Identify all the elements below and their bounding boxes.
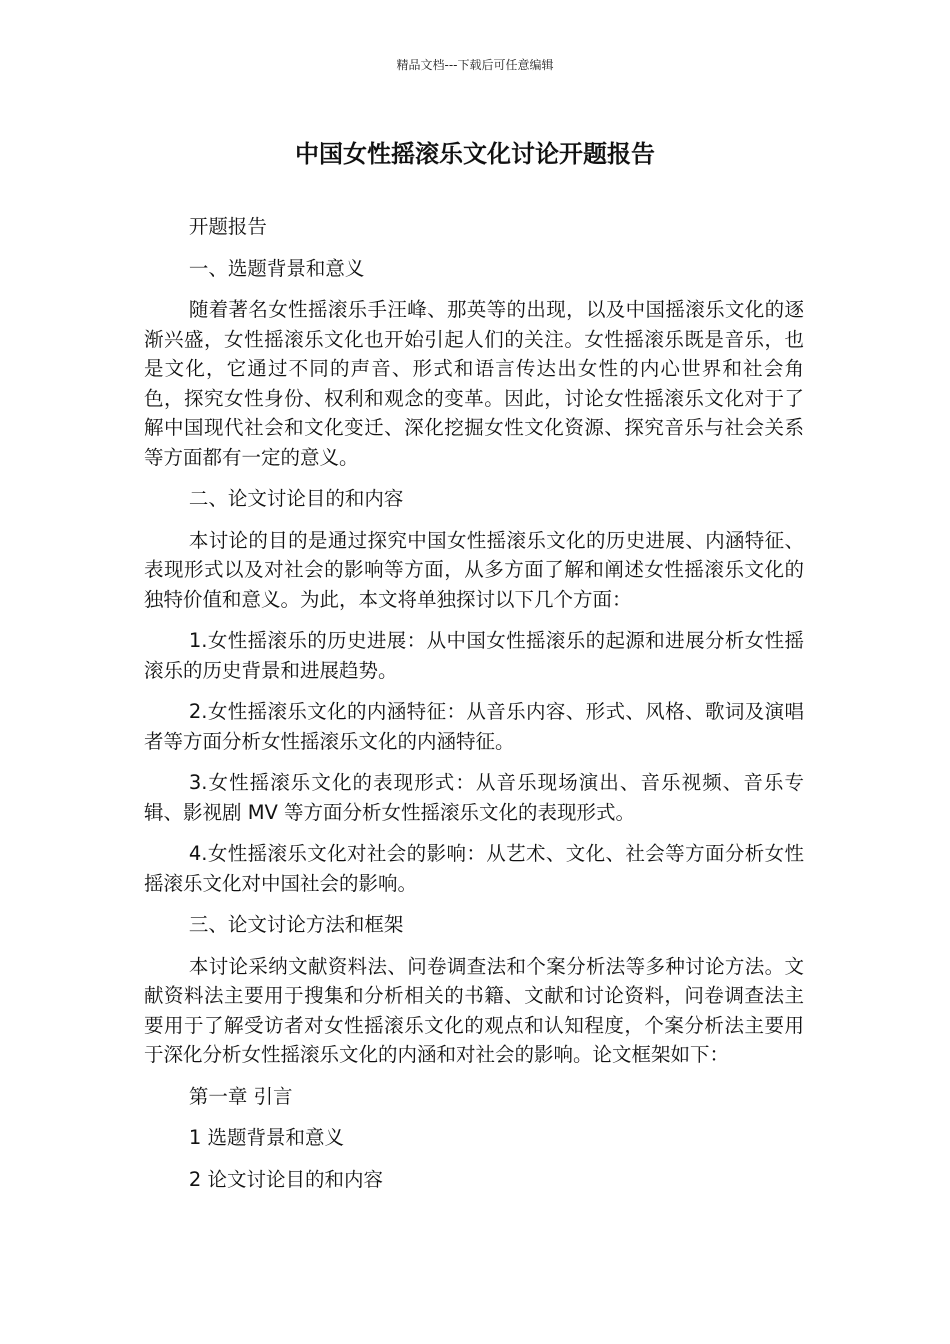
- paragraph-background: 随着著名女性摇滚乐手汪峰、那英等的出现，以及中国摇滚乐文化的逐渐兴盛，女性摇滚乐文化也开始引起人们的关注。女性摇滚乐既是音乐，也是文化，它通过不同的声音、形式和语言传达出女性的内心世界和社会角色，探究女性身份、权利和观念的变革。因此，讨论女性摇滚乐文化对于了解中国现代社会和文化变迁、深化挖掘女性文化资源、探究音乐与社会关系等方面都有一定的意义。: [144, 298, 804, 469]
- report-label: 开题报告: [188, 215, 267, 238]
- document-body: [144, 212, 804, 1206]
- chapter-heading-intro: 第一章 引言: [188, 1084, 293, 1108]
- list-item-history: 1.女性摇滚乐的历史进展：从中国女性摇滚乐的起源和进展分析女性摇滚乐的历史背景和进展趋势。: [144, 629, 804, 682]
- list-item-impact: 4.女性摇滚乐文化对社会的影响：从艺术、文化、社会等方面分析女性摇滚乐文化对中国社会的影响。: [144, 842, 804, 895]
- paragraph-methods: 本讨论采纳文献资料法、问卷调查法和个案分析法等多种讨论方法。文献资料法主要用于搜集和分析相关的书籍、文献和讨论资料，问卷调查法主要用于了解受访者对女性摇滚乐文化的观点和认知程度，个案分析法主要用于深化分析女性摇滚乐文化的内涵和对社会的影响。论文框架如下：: [144, 954, 804, 1066]
- section-heading-methods: 三、论文讨论方法和框架: [188, 913, 404, 936]
- section-heading-background: 一、选题背景和意义: [188, 256, 365, 280]
- list-item-connotation: 2.女性摇滚乐文化的内涵特征：从音乐内容、形式、风格、歌词及演唱者等方面分析女性摇滚乐文化的内涵特征。: [144, 700, 804, 753]
- header-note: 精品文档---下载后可任意编辑: [396, 58, 554, 72]
- outline-item-purpose: 2 论文讨论目的和内容: [188, 1167, 383, 1191]
- document-title: 中国女性摇滚乐文化讨论开题报告: [295, 140, 655, 168]
- paragraph-purpose: 本讨论的目的是通过探究中国女性摇滚乐文化的历史进展、内涵特征、表现形式以及对社会的影响等方面，从多方面了解和阐述女性摇滚乐文化的独特价值和意义。为此，本文将单独探讨以下几个方面：: [144, 528, 804, 611]
- section-heading-purpose: 二、论文讨论目的和内容: [188, 487, 404, 510]
- outline-item-background: 1 选题背景和意义: [188, 1126, 344, 1149]
- list-item-forms: 3.女性摇滚乐文化的表现形式：从音乐现场演出、音乐视频、音乐专辑、影视剧 MV 等方面分析女性摇滚乐文化的表现形式。: [144, 771, 804, 824]
